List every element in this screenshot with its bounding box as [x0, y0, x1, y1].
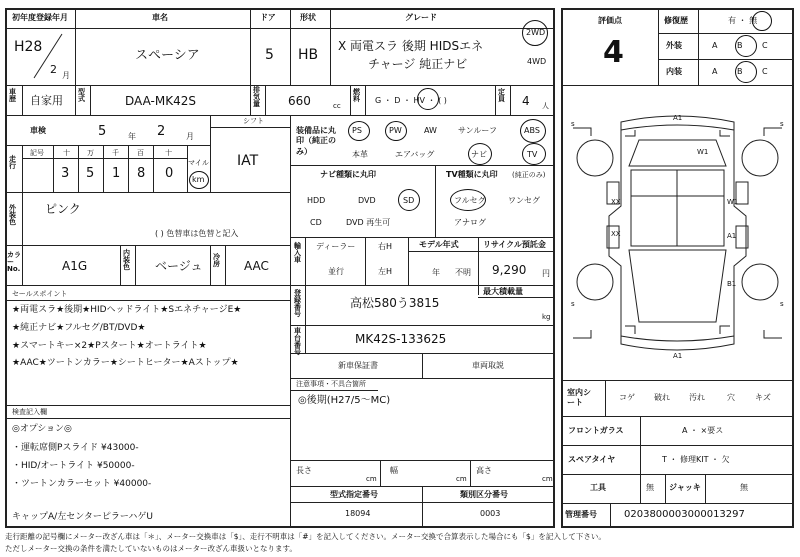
drive-4wd: 4WD	[527, 57, 547, 66]
car-name: スペーシア	[135, 48, 200, 63]
mileage-head-4: 百	[137, 149, 144, 157]
diag-s-2: s	[780, 120, 784, 128]
fuel-hv-circle	[417, 88, 439, 110]
navi-label: ナビ種類に丸印	[320, 170, 376, 179]
sales-label: セールスポイント	[12, 290, 68, 298]
exterior-label: 外装	[666, 41, 682, 50]
diag-w1-right: W1	[727, 198, 739, 206]
grade-line-2: チャージ 純正ナビ	[368, 57, 468, 71]
navi-sd: SD	[403, 196, 415, 205]
dim-length: 長さ	[296, 466, 312, 475]
dim-height: 高さ	[476, 466, 492, 475]
windshield-label: フロントガラス	[568, 426, 624, 435]
import-rh: 右H	[378, 242, 393, 251]
mileage-unit-km: km	[192, 175, 205, 184]
reg-month: 2	[50, 63, 57, 76]
shift-label: シフト	[243, 117, 264, 125]
cap-label: 定員	[498, 88, 505, 103]
frame-label: 車台番号	[294, 327, 301, 356]
mgmt-value: 0203800003000013297	[624, 509, 745, 520]
exterior-options: A B C	[712, 41, 768, 50]
repair-label: 修復歴	[664, 16, 688, 25]
fuel-options: G ・ D ・ HV ・ ( )	[375, 96, 447, 105]
diag-b1: B1	[727, 280, 737, 288]
eq-aw: AW	[424, 126, 437, 135]
sales-line-1: ★純正ナビ★フルセグ/BT/DVD★	[12, 323, 146, 333]
eq-abs: ABS	[524, 126, 540, 135]
navi-cd: CD	[310, 218, 322, 227]
eq-leather: 本革	[352, 150, 368, 159]
tv-fullseg: フルセグ	[454, 196, 486, 205]
color-note: ( ) 色替車は色替と記入	[155, 229, 239, 238]
windshield-value: A ・ ×要ス	[682, 426, 724, 435]
new-warranty: 新車保証書	[338, 361, 378, 370]
cap-unit: 人	[542, 102, 549, 110]
inspector-label: 検査記入欄	[12, 408, 47, 416]
mileage-head-5: 十	[165, 149, 172, 157]
inspection-year-unit: 年	[128, 132, 136, 141]
equipment-label: 装備品に丸印（純正のみ）	[296, 126, 336, 156]
navi-dvd: DVD	[358, 196, 376, 205]
inspector-line-1: ・運転席側Pスライド ¥43000-	[12, 443, 139, 453]
tools-value: 無	[646, 483, 654, 492]
mileage-digit-5: 0	[165, 166, 174, 181]
class-value: 0003	[480, 509, 501, 518]
mileage-head-1: 十	[63, 149, 70, 157]
eq-tv: TV	[527, 150, 538, 159]
jack-label: ジャッキ	[669, 483, 701, 492]
import-parallel: 並行	[328, 267, 344, 276]
model-year-unit: 年	[432, 268, 440, 277]
dim-width-unit: cm	[456, 475, 467, 483]
sales-line-3: ★AAC★ツートンカラー★シートヒーター★Aストップ★	[12, 358, 239, 368]
recycle-unit: 円	[542, 269, 550, 278]
spare-label: スペアタイヤ	[568, 455, 616, 464]
inspector-line-0: ◎オプション◎	[12, 424, 72, 434]
disp-value: 660	[288, 94, 311, 108]
import-lh: 左H	[378, 267, 393, 276]
notes-label: 注意事項・不具合箇所	[296, 380, 366, 388]
mileage-unit-mile: マイル	[188, 159, 209, 167]
model-label: 型式	[78, 88, 85, 103]
plate-value: 高松580う3815	[350, 296, 440, 310]
mileage-digit-3: 1	[112, 166, 121, 181]
sheet-item-1: 破れ	[654, 393, 670, 402]
inspector-line-5: キャップA/左センターピラーハゲU	[12, 512, 153, 522]
dim-width: 幅	[390, 466, 398, 475]
diag-a1-mid: A1	[727, 232, 737, 240]
ac-value: AAC	[244, 259, 269, 273]
ac-label: 冷房	[213, 253, 220, 268]
load-label: 最大積載量	[483, 287, 523, 296]
footer-line-1: 走行距離の記号欄にメーター改ざん車は「＊」、メーター交換車は「$」、走行不明車は「#」を記入してください。メーター交換で合算表示した場合にも「$」を記入して下さい。	[5, 532, 606, 541]
grade-line-1: X 両電スラ 後期 HIDSエネ	[338, 39, 484, 53]
use-value: 自家用	[30, 94, 63, 107]
shape-label: 形状	[300, 13, 316, 22]
car-diagram	[561, 86, 794, 380]
tools-label: 工具	[590, 483, 606, 492]
interior-sheet-label: 室内シート	[567, 388, 591, 408]
sheet-item-0: コゲ	[619, 393, 635, 402]
reg-month-unit: 月	[62, 71, 70, 80]
sheet-item-2: 汚れ	[689, 393, 705, 402]
recycle-label: リサイクル預託金	[483, 240, 546, 249]
spare-value: T ・ 修理KIT ・ 欠	[662, 455, 730, 464]
tv-label: TV種類に丸印	[446, 170, 498, 179]
score-label: 評価点	[598, 16, 622, 25]
reg-year-label: 初年度登録年月	[12, 13, 68, 22]
tv-analog: アナログ	[454, 218, 486, 227]
reg-year: H28	[14, 39, 43, 55]
dim-length-unit: cm	[366, 475, 377, 483]
repair-none-circle	[752, 11, 772, 31]
class-label: 類別区分番号	[460, 490, 508, 499]
eq-airbag: エアバッグ	[395, 150, 435, 159]
interior-color-label: 内装色	[123, 249, 130, 271]
sheet-item-4: キズ	[755, 393, 771, 402]
diag-s-3: s	[571, 300, 575, 308]
footer-line-2: ただしメーター交換の条件を満たしていないものはメーター改ざん車扱いとなります。	[5, 544, 297, 553]
designation-value: 18094	[345, 509, 371, 518]
body-shape: HB	[298, 47, 319, 63]
door-label: ドア	[260, 13, 276, 22]
interior-b-circle	[735, 61, 757, 83]
diag-a1-top: A1	[673, 114, 683, 122]
color-label: 外装色	[9, 204, 16, 226]
score-value: 4	[603, 35, 624, 70]
inspection-month-unit: 月	[186, 132, 194, 141]
mileage-label: 走行	[9, 155, 16, 170]
sheet-item-3: 穴	[727, 393, 735, 402]
navi-hdd: HDD	[307, 196, 326, 205]
navi-dvd-play: DVD 再生可	[346, 218, 391, 227]
tv-oneseg: ワンセグ	[508, 196, 540, 205]
interior-options: A B C	[712, 67, 768, 76]
plate-label: 登録番号	[294, 289, 301, 318]
shift-value: IAT	[237, 153, 259, 169]
grade-label: グレード	[405, 13, 437, 22]
mileage-head-0: 記号	[30, 149, 44, 157]
disp-label: 排気量	[253, 86, 260, 108]
mileage-digit-1: 3	[61, 166, 70, 181]
use-label: 車歴	[9, 88, 16, 103]
import-dealer: ディーラー	[316, 242, 356, 251]
interior-color: ベージュ	[155, 259, 203, 273]
import-label: 輸入車	[294, 242, 301, 264]
diag-s-1: s	[571, 120, 575, 128]
diag-a1-bottom: A1	[673, 352, 683, 360]
inspection-label: 車検	[30, 126, 46, 135]
inspector-line-3: ・ツートンカラーセット ¥40000-	[12, 479, 152, 489]
sales-line-0: ★両電スラ★後期★HIDヘッドライト★SエネチャージE★	[12, 305, 242, 315]
interior-label: 内装	[666, 67, 682, 76]
model-year-label: モデル年式	[419, 240, 459, 249]
eq-pw: PW	[389, 126, 402, 135]
mileage-digit-4: 8	[137, 166, 146, 181]
fuel-label: 燃料	[353, 88, 360, 103]
car-name-label: 車名	[152, 13, 168, 22]
diag-xx-left: XX	[611, 198, 621, 206]
recycle-value: 9,290	[492, 263, 527, 277]
tv-sublabel: (純正のみ)	[512, 171, 546, 179]
frame-value: MK42S-133625	[355, 332, 447, 346]
mileage-head-2: 万	[87, 149, 94, 157]
door-count: 5	[265, 47, 274, 63]
mileage-head-3: 千	[112, 149, 119, 157]
inspection-year: 5	[98, 124, 107, 139]
cap-value: 4	[522, 94, 530, 108]
diag-xx-right: XX	[611, 230, 621, 238]
dim-height-unit: cm	[542, 475, 553, 483]
sales-line-2: ★スマートキー×2★Pスタート★オートライト★	[12, 341, 207, 351]
model-year-value: 不明	[455, 268, 471, 277]
diag-w1-left: W1	[697, 148, 709, 156]
eq-sunroof: サンルーフ	[458, 126, 497, 135]
mileage-digit-2: 5	[86, 166, 95, 181]
disp-unit: cc	[333, 102, 341, 110]
exterior-b-circle	[735, 35, 757, 57]
color-value: ピンク	[45, 202, 81, 216]
load-unit: kg	[542, 313, 551, 321]
repair-options: 有 ・ 無	[728, 16, 758, 25]
mgmt-label: 管理番号	[565, 510, 597, 519]
notes-value: ◎後期(H27/5〜MC)	[298, 395, 391, 406]
drive-2wd: 2WD	[526, 28, 546, 37]
inspection-month: 2	[157, 124, 166, 139]
color-code-label: カラーNo.	[7, 251, 21, 273]
inspector-line-2: ・HID/オートライト ¥50000-	[12, 461, 135, 471]
diag-s-4: s	[780, 300, 784, 308]
color-code: A1G	[62, 259, 88, 273]
vehicle-manual: 車両取説	[472, 361, 504, 370]
designation-label: 型式指定番号	[330, 490, 378, 499]
eq-navi: ナビ	[471, 150, 487, 159]
jack-value: 無	[740, 483, 748, 492]
model-value: DAA-MK42S	[125, 94, 196, 108]
eq-ps: PS	[352, 126, 362, 135]
